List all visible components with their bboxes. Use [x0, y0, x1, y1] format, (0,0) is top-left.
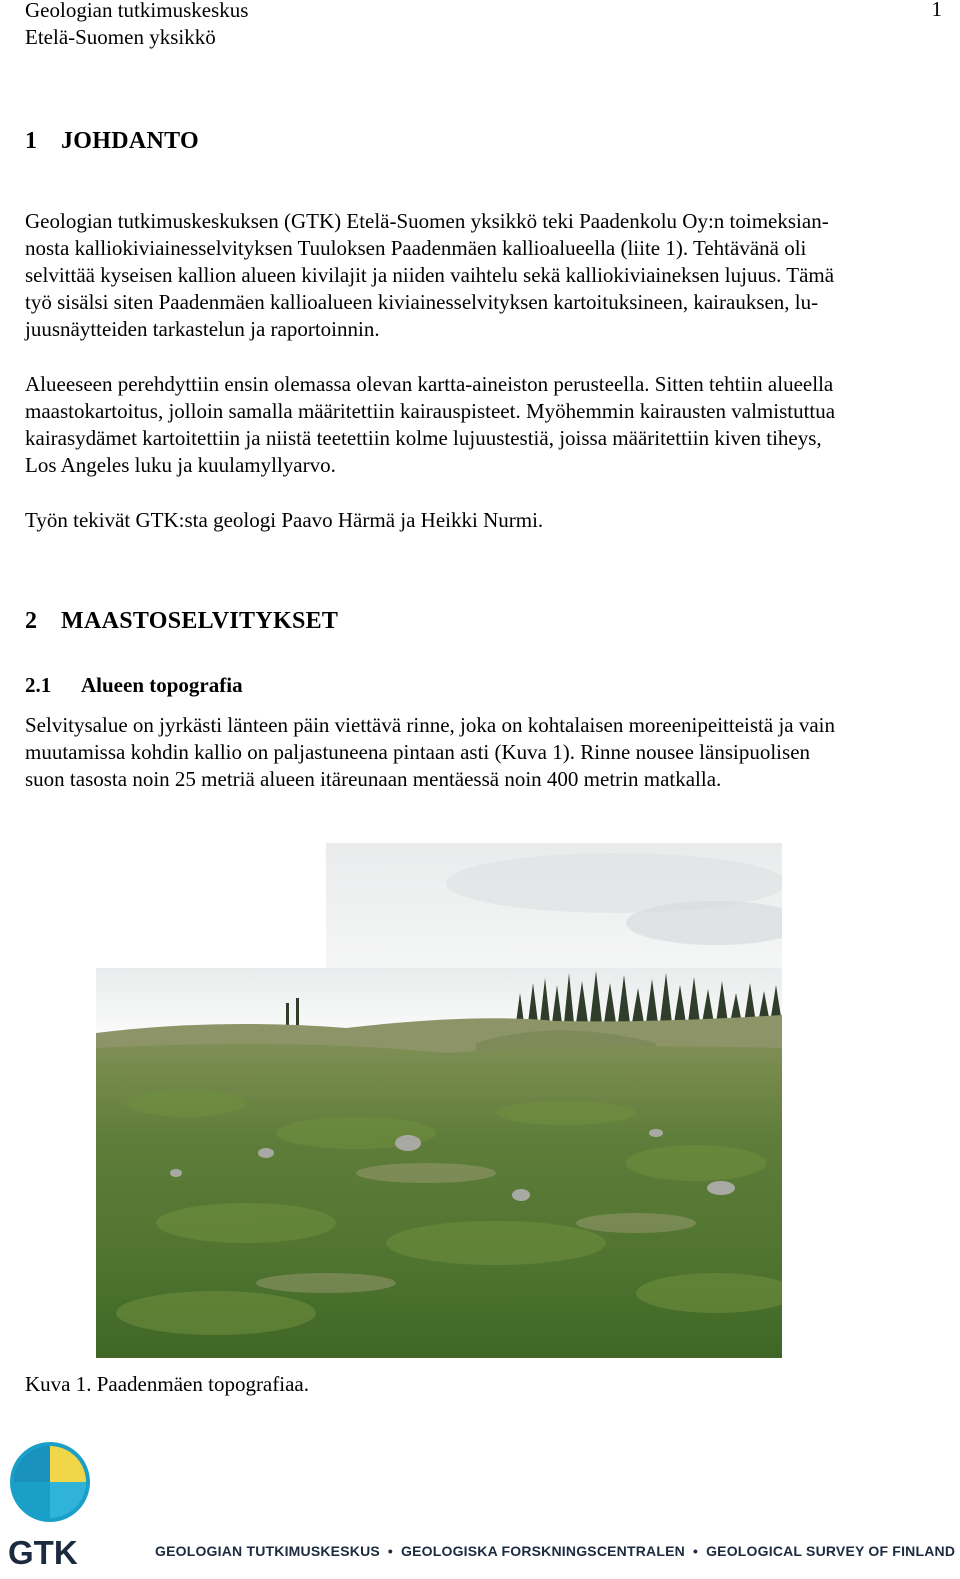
- gtk-logo: [6, 1440, 96, 1570]
- section-1-number: 1: [25, 128, 38, 154]
- text-line: suon tasosta noin 25 metriä alueen itäreunaan mentäessä noin 400 metrin matkalla.: [25, 767, 722, 791]
- header-org: Geologian tutkimuskeskus: [25, 0, 249, 22]
- footer-separator: •: [692, 1543, 699, 1559]
- section-2-title: MAASTOSELVITYKSET: [61, 608, 339, 634]
- text-line: Los Angeles luku ja kuulamyllyarvo.: [25, 453, 336, 477]
- header-unit: Etelä-Suomen yksikkö: [25, 25, 216, 49]
- text-line: työ sisälsi siten Paadenmäen kallioalueen kiviainesselvityksen kartoituksineen, kairauksen, lu-: [25, 290, 819, 314]
- text-line: Alueeseen perehdyttiin ensin olemassa olevan kartta-aineiston perusteella. Sitten tehtiin alueella: [25, 372, 834, 396]
- intro-paragraph-3: [25, 507, 937, 534]
- page-number: 1: [931, 0, 942, 21]
- section-2-number: 2: [25, 608, 38, 634]
- intro-paragraph-2: [25, 371, 937, 479]
- text-line: kairasydämet kartoitettiin ja niistä teetettiin kolme lujuustestiä, joissa määritettiin kiven tiheys,: [25, 426, 822, 450]
- text-line: selvittää kyseisen kallion alueen kivilajit ja niiden vaihtelu sekä kalliokiviaineksen lujuus. Tämä: [25, 263, 835, 287]
- text-line: Selvitysalue on jyrkästi länteen päin viettävä rinne, joka on kohtalaisen moreenipeitteistä ja vain: [25, 713, 836, 737]
- text-line: Geologian tutkimuskeskuksen (GTK) Etelä-Suomen yksikkö teki Paadenkolu Oy:n toimeksian-: [25, 209, 829, 233]
- section-1-heading: [25, 128, 199, 155]
- section-2-heading: [25, 608, 338, 635]
- section-1-title: JOHDANTO: [61, 128, 199, 154]
- text-line: muutamissa kohdin kallio on paljastuneena pintaan asti (Kuva 1). Rinne nousee länsipuolisen: [25, 740, 811, 764]
- figure-caption: Kuva 1. Paadenmäen topografiaa.: [25, 1372, 309, 1396]
- logo-text: GTK: [8, 1534, 78, 1570]
- footer-separator: •: [387, 1543, 394, 1559]
- footer-org-en: GEOLOGICAL SURVEY OF FINLAND: [706, 1543, 956, 1559]
- text-line: nosta kalliokiviainesselvityksen Tuuloksen Paadenmäen kallioalueella (liite 1). Tehtävänä oli: [25, 236, 807, 260]
- subsection-2-1-heading: [25, 673, 243, 698]
- text-line: Työn tekivät GTK:sta geologi Paavo Härmä ja Heikki Nurmi.: [25, 508, 544, 532]
- text-line: maastokartoitus, jolloin samalla määritettiin kairauspisteet. Myöhemmin kairausten valmistuttua: [25, 399, 836, 423]
- subsection-number: 2.1: [25, 673, 52, 697]
- topography-paragraph: [25, 712, 937, 793]
- subsection-title: Alueen topografia: [81, 673, 243, 697]
- footer-orgs: [155, 1543, 955, 1559]
- footer-org-fi: GEOLOGIAN TUTKIMUSKESKUS: [155, 1543, 380, 1559]
- intro-paragraph-1: [25, 208, 937, 343]
- footer-org-sv: GEOLOGISKA FORSKNINGSCENTRALEN: [401, 1543, 685, 1559]
- topography-photo: [96, 843, 782, 1358]
- text-line: juusnäytteiden tarkastelun ja raportoinnin.: [25, 317, 380, 341]
